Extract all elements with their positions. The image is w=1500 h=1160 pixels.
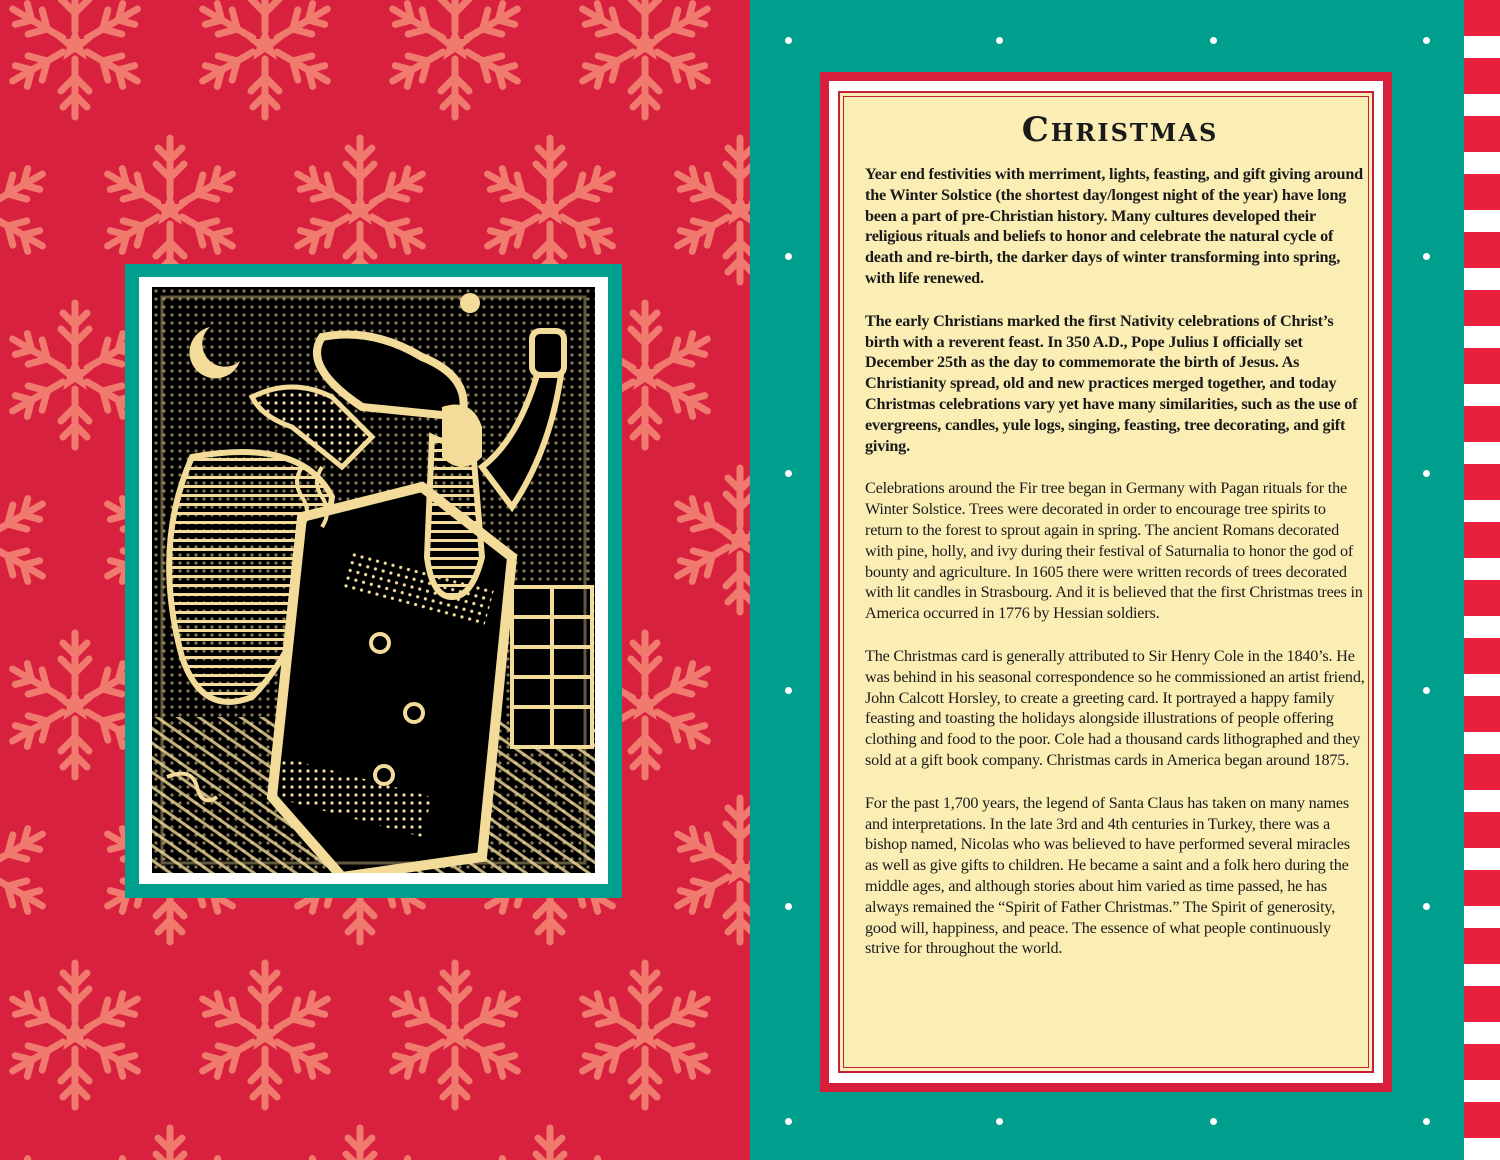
- decorative-dot: [1423, 37, 1430, 44]
- decorative-dot: [996, 1118, 1003, 1125]
- decorative-dot: [1423, 1118, 1430, 1125]
- paragraph-santa-claus: For the past 1,700 years, the legend of Santa Claus has taken on many names and interpretations. In the late 3rd and 4th centuries in Turkey, there was a bishop named, Nicolas who was believed to have performed several miracles as well as give gifts to children. He became a saint and a folk hero during the middle ages, and although stories about him varied as time passed, he has always remained the “Spirit of Father Christmas.” The Spirit of generosity, good will, happiness, and peace. The essence of what people continuously strive for throughout the world.: [865, 793, 1350, 958]
- decorative-dot: [1423, 687, 1430, 694]
- decorative-dot: [996, 37, 1003, 44]
- decorative-dot: [785, 253, 792, 260]
- decorative-dot: [785, 687, 792, 694]
- decorative-dot: [1210, 37, 1217, 44]
- candy-stripe-border: [1464, 0, 1500, 1160]
- decorative-dot: [1210, 1118, 1217, 1125]
- paragraph-fir-tree: Celebrations around the Fir tree began in Germany with Pagan rituals for the Winter Solstice. Trees were decorated in order to encourage tree spirits to return to the forest to sprout again in spring. The ancient Romans decorated with pine, holly, and ivy during their festival of Saturnalia to honor the god of bounty and agriculture. In 1605 there were written records of trees decorated with lit candles in Strasbourg. And it is believed that the first Christmas trees in America occurred in 1776 by Hessian soldiers.: [865, 479, 1363, 623]
- decorative-dot: [785, 37, 792, 44]
- paragraph-christmas-card: The Christmas card is generally attributed to Sir Henry Cole in the 1840’s. He was behind in his seasonal correspondence so he commissioned an artist friend, John Calcott Horsley, to create a greeting card. It portrayed a happy family feasting and toasting the holidays alongside illustrations of people offering clothing and food to the poor. Cole had a thousand cards lithographed and they sold at a gift book company. Christmas cards in America began around 1875.: [865, 646, 1365, 769]
- chimney: [512, 587, 592, 747]
- paragraph-nativity: The early Christians marked the first Nativity celebrations of Christ’s birth with a reverent feast. In 350 A.D., Pope Julius I officially set December 25th as the day to commemorate the birth of Jesus. As Christianity spread, old and new practices merged together, and today Christmas celebrations vary yet have many similarities, such as the use of evergreens, candles, yule logs, singing, feasting, tree decorating, and gift giving.: [865, 311, 1358, 455]
- decorative-dot: [785, 903, 792, 910]
- paragraph-solstice: Year end festivities with merriment, lights, feasting, and gift giving around the Winter Solstice (the shortest day/longest night of the year) have long been a part of pre-Christian history. Many cultures developed their religious rituals and beliefs to honor and celebrate the natural cycle of death and re-birth, the darker days of winter transforming into spring, with life renewed.: [865, 165, 1363, 287]
- santa-claus-illustration: [152, 287, 595, 873]
- decorative-dot: [785, 1118, 792, 1125]
- decorative-dot: [1423, 470, 1430, 477]
- article-title: Christmas: [1021, 110, 1219, 150]
- decorative-dot: [785, 470, 792, 477]
- santa-beard: [427, 437, 482, 597]
- article: [865, 110, 1365, 981]
- decorative-dot: [1423, 253, 1430, 260]
- decorative-dot: [1423, 903, 1430, 910]
